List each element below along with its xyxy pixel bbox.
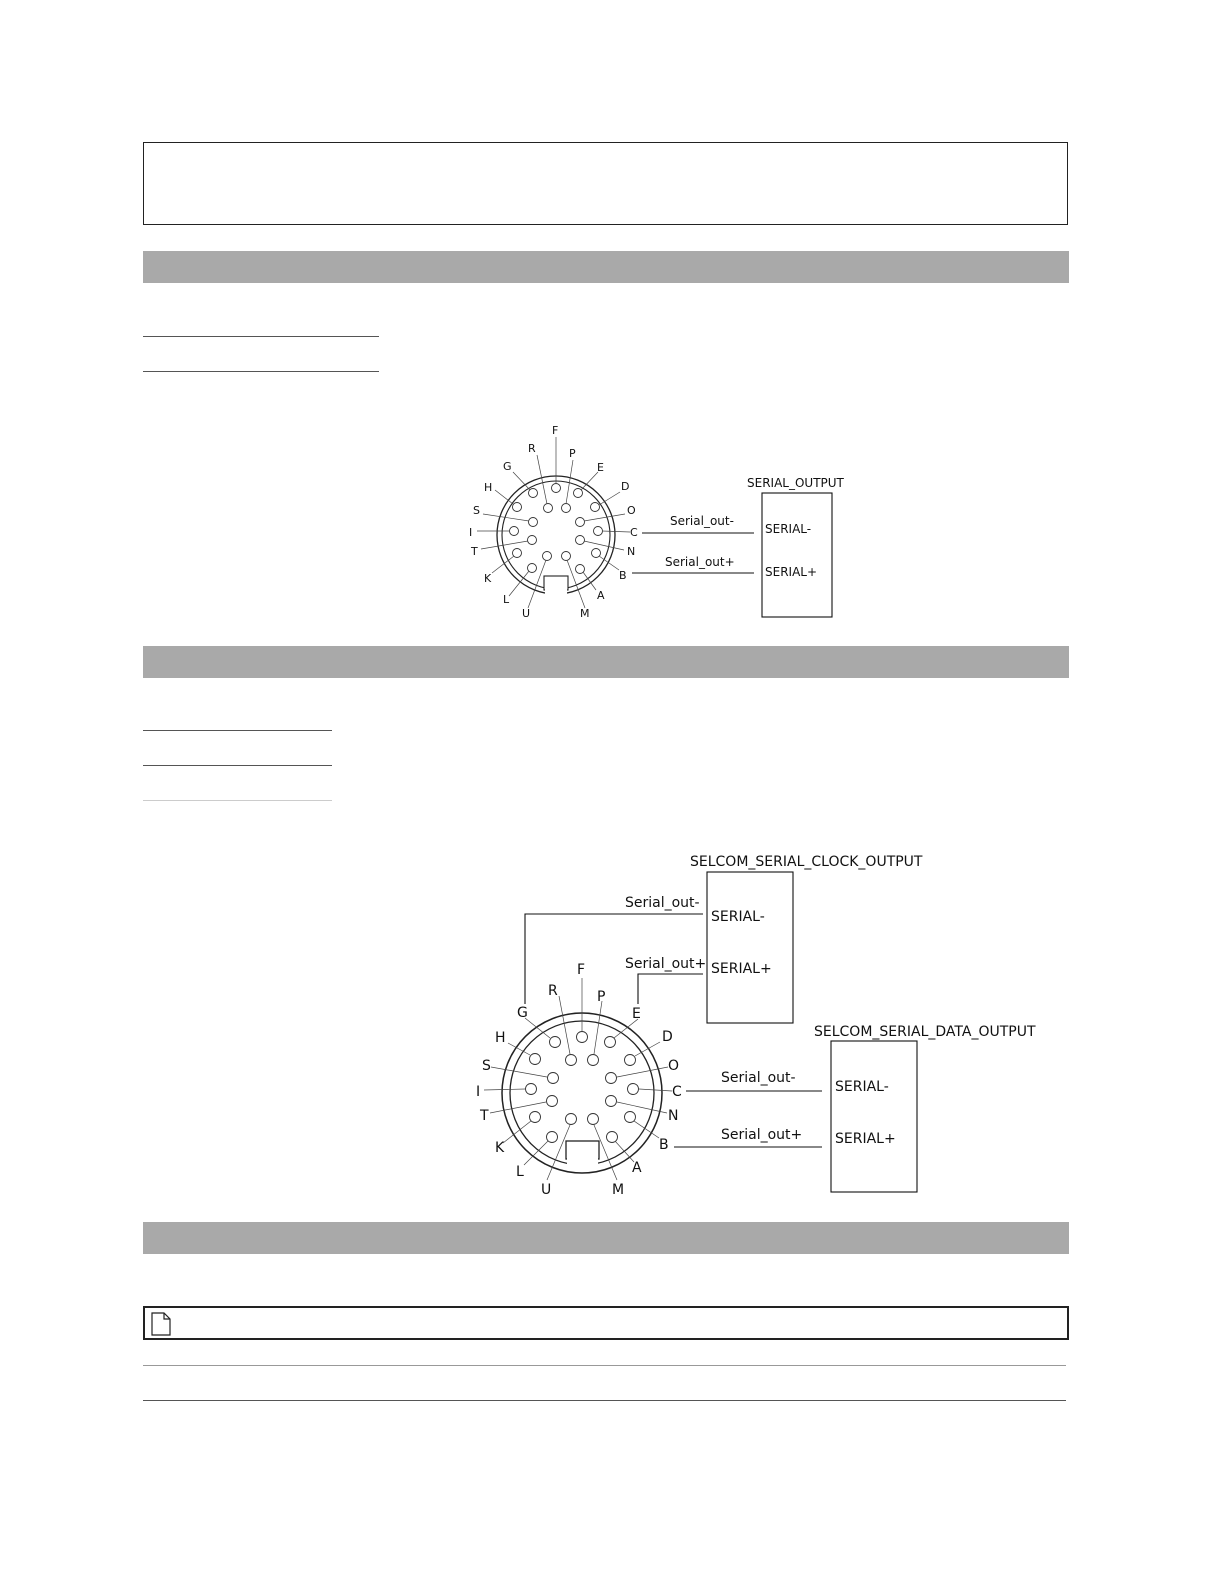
- pin-label-s: S: [473, 504, 480, 517]
- wire-label-clock-pos: Serial_out+: [625, 956, 707, 972]
- pin-label-e: E: [597, 461, 604, 474]
- pin-label-n: N: [668, 1108, 679, 1124]
- wire-clock-pos: [638, 974, 703, 1004]
- block-pin-serial-pos: SERIAL+: [765, 565, 818, 579]
- pin-label-h: H: [484, 481, 493, 494]
- data-pin-serial-neg: SERIAL-: [835, 1079, 889, 1095]
- document-icon: [151, 1312, 171, 1336]
- note-bar: [143, 1306, 1069, 1340]
- pin-label-l: L: [503, 593, 510, 606]
- table-rule: [143, 1400, 1066, 1401]
- clock-pin-serial-neg: SERIAL-: [711, 909, 765, 925]
- block-title-serial-output: SERIAL_OUTPUT: [747, 476, 844, 490]
- pin-label-n: N: [627, 545, 636, 558]
- selcom-data-output-block: [831, 1041, 917, 1192]
- wire-label-serial-pos: Serial_out+: [665, 555, 735, 569]
- pin-label-r: R: [548, 983, 558, 999]
- pin-label-o: O: [668, 1058, 680, 1074]
- table-rule: [143, 1365, 1066, 1366]
- data-pin-serial-pos: SERIAL+: [835, 1131, 896, 1147]
- pin-label-b: B: [619, 569, 627, 582]
- pin-label-m: M: [580, 607, 590, 620]
- pin-label-a: A: [632, 1160, 642, 1176]
- pin-label-o: O: [627, 504, 636, 517]
- block-title-clock-output: SELCOM_SERIAL_CLOCK_OUTPUT: [690, 854, 923, 870]
- selcom-clock-output-block: [707, 872, 793, 1023]
- pin-label-k: K: [495, 1140, 505, 1156]
- wire-label-data-neg: Serial_out-: [721, 1070, 796, 1086]
- block-pin-serial-neg: SERIAL-: [765, 522, 812, 536]
- section-header-band: [143, 1222, 1069, 1254]
- pin-label-a: A: [597, 589, 605, 602]
- pin-label-d: D: [662, 1029, 673, 1045]
- pin-label-p: P: [597, 989, 606, 1005]
- pin-label-l: L: [516, 1164, 524, 1180]
- pin-label-f: F: [552, 424, 559, 437]
- pin-label-c: C: [630, 526, 638, 539]
- pin-label-m: M: [612, 1182, 625, 1198]
- wire-label-serial-neg: Serial_out-: [670, 514, 734, 528]
- pin-label-t: T: [471, 545, 478, 558]
- pin-label-i: I: [476, 1084, 481, 1100]
- pin-label-g: G: [503, 460, 512, 473]
- pin-label-f: F: [577, 962, 586, 978]
- pin-label-c: C: [672, 1084, 682, 1100]
- pin-label-u: U: [522, 607, 531, 620]
- pin-label-g: G: [517, 1005, 528, 1021]
- pin-label-b: B: [659, 1137, 669, 1153]
- pin-label-p: P: [569, 447, 576, 460]
- pin-label-d: D: [621, 480, 630, 493]
- wire-label-data-pos: Serial_out+: [721, 1127, 803, 1143]
- block-title-data-output: SELCOM_SERIAL_DATA_OUTPUT: [814, 1024, 1036, 1040]
- pin-label-e: E: [632, 1006, 641, 1022]
- pin-label-t: T: [480, 1108, 489, 1124]
- wire-label-clock-neg: Serial_out-: [625, 895, 700, 911]
- pin-label-r: R: [528, 442, 536, 455]
- pin-label-h: H: [495, 1030, 506, 1046]
- pin-label-k: K: [484, 572, 492, 585]
- pin-label-i: I: [469, 526, 473, 539]
- circular-connector: [476, 962, 682, 1198]
- clock-pin-serial-pos: SERIAL+: [711, 961, 772, 977]
- pin-label-u: U: [541, 1182, 552, 1198]
- pin-label-s: S: [482, 1058, 491, 1074]
